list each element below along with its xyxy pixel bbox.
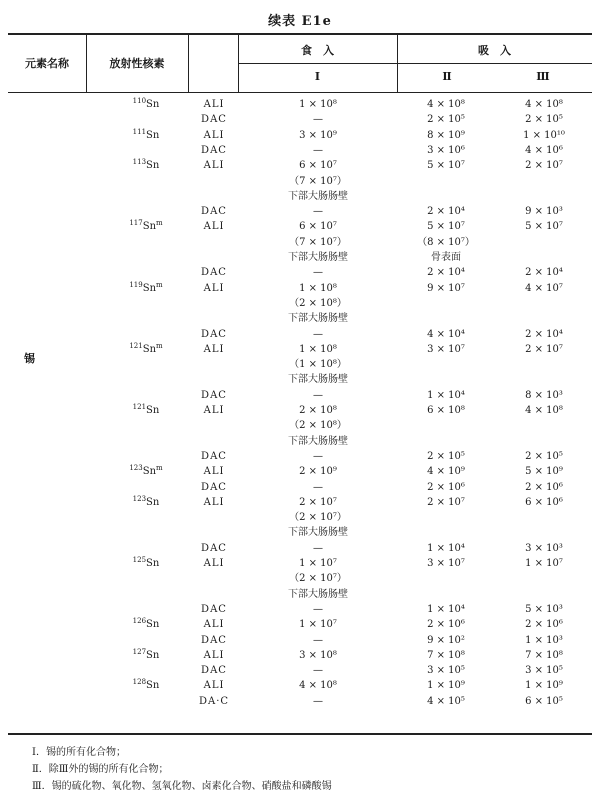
inhalation-ii-cell: 5 × 10⁷ bbox=[427, 160, 465, 171]
ingestion-i-cell: 下部大肠肠壁 bbox=[288, 191, 348, 202]
ingestion-i-cell: — bbox=[313, 206, 323, 217]
inhalation-ii-cell: 2 × 10⁵ bbox=[427, 114, 465, 125]
ingestion-i-cell: 3 × 10⁸ bbox=[299, 650, 337, 661]
inhalation-ii-cell: 2 × 10⁴ bbox=[427, 267, 465, 278]
inhalation-ii-cell: 4 × 10⁹ bbox=[427, 466, 465, 477]
nuclide-cell: $^{121}$Sn bbox=[132, 403, 160, 416]
limit-type-cell: DAC bbox=[201, 145, 227, 156]
ingestion-i-cell: — bbox=[313, 543, 323, 554]
inhalation-ii-cell: 4 × 10⁴ bbox=[427, 329, 465, 340]
inhalation-iii-cell: 6 × 10⁵ bbox=[525, 696, 563, 707]
nuclide-cell: $^{111}$Sn bbox=[132, 128, 160, 141]
ingestion-i-cell: （2 × 10⁸） bbox=[289, 298, 347, 309]
limit-type-cell: DAC bbox=[201, 665, 227, 676]
ingestion-i-cell: — bbox=[313, 604, 323, 615]
ingestion-i-cell: 2 × 10⁸ bbox=[299, 405, 337, 416]
ingestion-i-cell: （7 × 10⁷） bbox=[289, 237, 347, 248]
ingestion-i-cell: （2 × 10⁷） bbox=[289, 512, 347, 523]
inhalation-ii-cell: 9 × 10⁷ bbox=[427, 283, 465, 294]
inhalation-ii-cell: 7 × 10⁸ bbox=[427, 650, 465, 661]
inhalation-iii-cell: 5 × 10³ bbox=[525, 604, 563, 615]
nuclide-cell: $^{117}$Sn$^m$ bbox=[129, 219, 163, 232]
nuclide-cell: $^{110}$Sn bbox=[132, 97, 160, 110]
inhalation-iii-cell: 2 × 10⁶ bbox=[525, 482, 563, 493]
ingestion-i-cell: — bbox=[313, 267, 323, 278]
inhalation-iii-cell: 2 × 10⁵ bbox=[525, 114, 563, 125]
inhalation-iii-cell: 2 × 10⁷ bbox=[525, 160, 563, 171]
inhalation-ii-cell: 8 × 10⁹ bbox=[427, 130, 465, 141]
ingestion-i-cell: — bbox=[313, 635, 323, 646]
ingestion-i-cell: 1 × 10⁸ bbox=[299, 283, 337, 294]
limit-type-cell: ALI bbox=[203, 619, 225, 630]
inhalation-iii-cell: 4 × 10⁷ bbox=[525, 283, 563, 294]
ingestion-i-cell: 下部大肠肠壁 bbox=[288, 589, 348, 600]
ingestion-i-cell: 6 × 10⁷ bbox=[299, 221, 337, 232]
limit-type-cell: ALI bbox=[203, 99, 225, 110]
inhalation-ii-cell: 1 × 10⁹ bbox=[427, 680, 465, 691]
ingestion-i-cell: — bbox=[313, 390, 323, 401]
inhalation-iii-cell: 5 × 10⁹ bbox=[525, 466, 563, 477]
limit-type-cell: ALI bbox=[203, 283, 225, 294]
inhalation-iii-cell: 1 × 10¹⁰ bbox=[523, 130, 565, 141]
footnote-2: Ⅱ．除Ⅲ外的锡的所有化合物； bbox=[32, 764, 169, 775]
limit-type-cell: DAC bbox=[201, 329, 227, 340]
nuclide-cell: $^{123}$Sn bbox=[132, 495, 160, 508]
inhalation-ii-cell: 1 × 10⁴ bbox=[427, 390, 465, 401]
inhalation-iii-cell: 9 × 10³ bbox=[525, 206, 563, 217]
ingestion-i-cell: 下部大肠肠壁 bbox=[288, 313, 348, 324]
inhalation-ii-cell: 2 × 10⁶ bbox=[427, 482, 465, 493]
limit-type-cell: ALI bbox=[203, 650, 225, 661]
inhalation-ii-cell: 1 × 10⁴ bbox=[427, 604, 465, 615]
nuclide-cell: $^{125}$Sn bbox=[132, 556, 160, 569]
limit-type-cell: DAC bbox=[201, 482, 227, 493]
ingestion-i-cell: 1 × 10⁷ bbox=[299, 558, 337, 569]
inhalation-ii-cell: 3 × 10⁷ bbox=[427, 558, 465, 569]
inhalation-iii-cell: 6 × 10⁶ bbox=[525, 497, 563, 508]
inhalation-iii-cell: 2 × 10⁴ bbox=[525, 267, 563, 278]
ingestion-i-cell: — bbox=[313, 482, 323, 493]
nuclide-cell: $^{113}$Sn bbox=[132, 158, 160, 171]
ingestion-i-cell: 3 × 10⁹ bbox=[299, 130, 337, 141]
inhalation-iii-cell: 2 × 10⁵ bbox=[525, 451, 563, 462]
header-ingestion: 食 入 bbox=[301, 44, 334, 57]
limit-type-cell: ALI bbox=[203, 130, 225, 141]
inhalation-iii-cell: 4 × 10⁶ bbox=[525, 145, 563, 156]
inhalation-ii-cell: 1 × 10⁴ bbox=[427, 543, 465, 554]
ingestion-i-cell: （2 × 10⁷） bbox=[289, 573, 347, 584]
inhalation-ii-cell: 2 × 10⁴ bbox=[427, 206, 465, 217]
inhalation-ii-cell: 9 × 10² bbox=[427, 635, 465, 646]
inhalation-iii-cell: 1 × 10³ bbox=[525, 635, 563, 646]
inhalation-ii-cell: 5 × 10⁷ bbox=[427, 221, 465, 232]
nuclide-cell: $^{126}$Sn bbox=[132, 617, 160, 630]
nuclide-cell: $^{128}$Sn bbox=[132, 678, 160, 691]
inhalation-iii-cell: 2 × 10⁶ bbox=[525, 619, 563, 630]
inhalation-ii-cell: 骨表面 bbox=[431, 252, 461, 263]
header-bottom-rule bbox=[8, 92, 592, 93]
limit-type-cell: DAC bbox=[201, 267, 227, 278]
inhalation-iii-cell: 2 × 10⁴ bbox=[525, 329, 563, 340]
limit-type-cell: ALI bbox=[203, 344, 225, 355]
inhalation-iii-cell: 4 × 10⁸ bbox=[525, 405, 563, 416]
ingestion-i-cell: 6 × 10⁷ bbox=[299, 160, 337, 171]
limit-type-cell: DAC bbox=[201, 114, 227, 125]
header-inhalation: 吸 入 bbox=[478, 44, 511, 57]
ingestion-i-cell: （7 × 10⁷） bbox=[289, 176, 347, 187]
header-sub-rule bbox=[238, 63, 592, 64]
table-title: 续表 E1e bbox=[268, 14, 332, 29]
limit-type-cell: DAC bbox=[201, 543, 227, 554]
inhalation-ii-cell: 3 × 10⁵ bbox=[427, 665, 465, 676]
element-name: 锡 bbox=[24, 352, 35, 365]
ingestion-i-cell: — bbox=[313, 665, 323, 676]
inhalation-iii-cell: 4 × 10⁸ bbox=[525, 99, 563, 110]
inhalation-iii-cell: 5 × 10⁷ bbox=[525, 221, 563, 232]
ingestion-i-cell: — bbox=[313, 114, 323, 125]
ingestion-i-cell: 4 × 10⁸ bbox=[299, 680, 337, 691]
inhalation-iii-cell: 3 × 10³ bbox=[525, 543, 563, 554]
ingestion-i-cell: 下部大肠肠壁 bbox=[288, 436, 348, 447]
limit-type-cell: DAC bbox=[201, 451, 227, 462]
ingestion-i-cell: 2 × 10⁷ bbox=[299, 497, 337, 508]
ingestion-i-cell: 下部大肠肠壁 bbox=[288, 527, 348, 538]
inhalation-ii-cell: 3 × 10⁶ bbox=[427, 145, 465, 156]
ingestion-i-cell: 下部大肠肠壁 bbox=[288, 374, 348, 385]
inhalation-ii-cell: 2 × 10⁵ bbox=[427, 451, 465, 462]
inhalation-iii-cell: 2 × 10⁷ bbox=[525, 344, 563, 355]
inhalation-iii-cell: 1 × 10⁷ bbox=[525, 558, 563, 569]
header-class-iii: Ⅲ bbox=[536, 70, 550, 83]
nuclide-cell: $^{119}$Sn$^m$ bbox=[129, 281, 163, 294]
inhalation-ii-cell: 4 × 10⁸ bbox=[427, 99, 465, 110]
inhalation-iii-cell: 7 × 10⁸ bbox=[525, 650, 563, 661]
limit-type-cell: ALI bbox=[203, 466, 225, 477]
limit-type-cell: DAC bbox=[201, 604, 227, 615]
ingestion-i-cell: 2 × 10⁹ bbox=[299, 466, 337, 477]
limit-type-cell: DAC bbox=[201, 635, 227, 646]
inhalation-iii-cell: 8 × 10³ bbox=[525, 390, 563, 401]
header-nuclide: 放射性核素 bbox=[109, 57, 165, 70]
nuclide-cell: $^{121}$Sn$^m$ bbox=[129, 342, 163, 355]
limit-type-cell: ALI bbox=[203, 405, 225, 416]
ingestion-i-cell: （1 × 10⁸） bbox=[289, 359, 347, 370]
ingestion-i-cell: （2 × 10⁸） bbox=[289, 420, 347, 431]
inhalation-iii-cell: 3 × 10⁵ bbox=[525, 665, 563, 676]
ingestion-i-cell: — bbox=[313, 451, 323, 462]
table-top-rule bbox=[8, 33, 592, 35]
limit-type-cell: ALI bbox=[203, 160, 225, 171]
limit-type-cell: ALI bbox=[203, 680, 225, 691]
ingestion-i-cell: 1 × 10⁷ bbox=[299, 619, 337, 630]
ingestion-i-cell: — bbox=[313, 696, 323, 707]
table-bottom-rule bbox=[8, 733, 592, 735]
limit-type-cell: ALI bbox=[203, 558, 225, 569]
limit-type-cell: DA·C bbox=[198, 696, 230, 707]
inhalation-ii-cell: 2 × 10⁶ bbox=[427, 619, 465, 630]
inhalation-ii-cell: （8 × 10⁷） bbox=[417, 237, 475, 248]
ingestion-i-cell: — bbox=[313, 329, 323, 340]
footnote-3: Ⅲ．锡的硫化物、氧化物、氢氧化物、卤素化合物、硝酸盐和磷酸锡 bbox=[32, 781, 332, 792]
inhalation-ii-cell: 3 × 10⁷ bbox=[427, 344, 465, 355]
limit-type-cell: ALI bbox=[203, 497, 225, 508]
header-divider-2 bbox=[188, 33, 189, 92]
inhalation-ii-cell: 2 × 10⁷ bbox=[427, 497, 465, 508]
nuclide-cell: $^{123}$Sn$^m$ bbox=[129, 464, 163, 477]
limit-type-cell: ALI bbox=[203, 221, 225, 232]
header-class-i: Ⅰ bbox=[314, 70, 321, 83]
ingestion-i-cell: 1 × 10⁸ bbox=[299, 99, 337, 110]
ingestion-i-cell: 下部大肠肠壁 bbox=[288, 252, 348, 263]
footnote-1: Ⅰ．锡的所有化合物； bbox=[32, 747, 126, 758]
header-class-ii: Ⅱ bbox=[442, 70, 452, 83]
ingestion-i-cell: — bbox=[313, 145, 323, 156]
limit-type-cell: DAC bbox=[201, 390, 227, 401]
limit-type-cell: DAC bbox=[201, 206, 227, 217]
inhalation-ii-cell: 6 × 10⁸ bbox=[427, 405, 465, 416]
ingestion-i-cell: 1 × 10⁸ bbox=[299, 344, 337, 355]
nuclide-cell: $^{127}$Sn bbox=[132, 648, 160, 661]
inhalation-iii-cell: 1 × 10⁹ bbox=[525, 680, 563, 691]
header-element: 元素名称 bbox=[25, 57, 69, 70]
inhalation-ii-cell: 4 × 10⁵ bbox=[427, 696, 465, 707]
